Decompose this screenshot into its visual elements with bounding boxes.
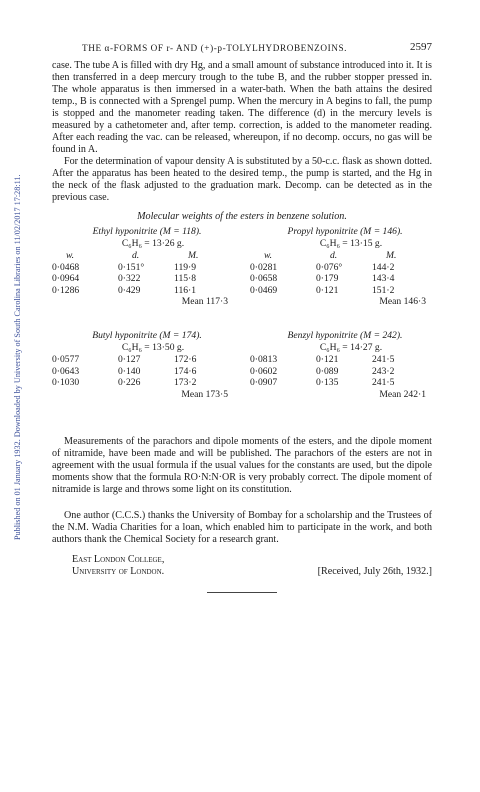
cell: 0·1286 xyxy=(52,284,80,296)
body-paragraph-2: For the determination of vapour density A is substituted by a 50-c.c. flask as shown dotted. After the apparatus has been heated to the desired temp., the pump is started, and the Hg in the neck of the flask adjusted to the graduation mark. Decomp. can be detected as in the previous case. xyxy=(52,156,432,203)
cell: 0·0469 xyxy=(250,284,278,296)
cell: 119·9 xyxy=(174,261,197,273)
header-d: d. xyxy=(330,250,338,261)
cell: 115·8 xyxy=(174,273,197,285)
table-solvent: C₆H₆ = 13·15 g. xyxy=(319,238,383,249)
table-title: Ethyl hyponitrite (M = 118). xyxy=(92,226,202,237)
cell: 0·0964 xyxy=(52,273,80,285)
table-mean: Mean 173·5 xyxy=(181,388,228,400)
cell: 116·1 xyxy=(174,284,197,296)
running-title: THE α-FORMS OF r- AND (+)-p-TOLYLHYDROBENZOINS. xyxy=(82,43,348,53)
page-number: 2597 xyxy=(410,41,432,53)
table-row xyxy=(52,377,242,389)
header-w: w. xyxy=(66,250,75,261)
affiliation-line-2: University of London. xyxy=(72,566,165,577)
cell: 0·121 xyxy=(316,354,339,365)
table-title: Butyl hyponitrite (M = 174). xyxy=(92,330,202,341)
table-header-row xyxy=(250,250,440,262)
cell: 0·0813 xyxy=(250,354,278,365)
table-row xyxy=(250,285,440,297)
body-paragraph-3: Measurements of the parachors and dipole moments of the esters, and the dipole moment of nitramide, have been made and will be published. The parachors of the esters are not in agreement with the usual formula if the usual values for the constants are used, but the dipole moments show that the formula RO·N:N·OR is very probably correct. The dipole moment of nitramide is large and throws some light on its constitution. xyxy=(52,436,432,495)
header-m: M. xyxy=(386,250,397,261)
end-rule xyxy=(207,592,277,593)
cell: 0·121 xyxy=(316,284,339,296)
table-propyl xyxy=(250,226,440,308)
table-row xyxy=(250,377,440,389)
paper-page xyxy=(52,42,432,593)
download-watermark-text: Published on 01 January 1932. Downloaded by University of South Carolina Libraries on 11/02/2017 17:28:11. xyxy=(13,174,22,540)
table-mean: Mean 117·3 xyxy=(181,296,228,308)
molecular-weight-tables xyxy=(52,226,432,436)
table-butyl xyxy=(52,330,242,401)
cell: 0·0658 xyxy=(250,273,278,285)
cell: 0·140 xyxy=(118,365,141,377)
cell: 0·151° xyxy=(118,261,145,273)
table-row xyxy=(52,262,242,274)
cell: 241·5 xyxy=(372,377,395,389)
table-row xyxy=(250,366,440,378)
table-row xyxy=(250,354,440,366)
cell: 144·2 xyxy=(372,261,395,273)
cell: 0·076° xyxy=(316,261,343,273)
header-m: M. xyxy=(188,250,199,261)
table-row xyxy=(52,273,242,285)
table-caption: Molecular weights of the esters in benzene solution. xyxy=(137,211,347,222)
affiliation xyxy=(52,554,432,580)
table-row xyxy=(52,366,242,378)
table-header-row xyxy=(52,250,242,262)
table-solvent: C₆H₆ = 14·27 g. xyxy=(319,342,383,353)
cell: 0·226 xyxy=(118,377,141,389)
acknowledgement: One author (C.C.S.) thanks the University of Bombay for a scholarship and the Trustees of the N.M. Wadia Charities for a loan, which enabled him to participate in the work, and both authors thank the Chemical Society for a research grant. xyxy=(52,510,432,545)
cell: 173·2 xyxy=(174,377,197,389)
table-solvent: C₆H₆ = 13·26 g. xyxy=(121,238,185,249)
table-title: Benzyl hyponitrite (M = 242). xyxy=(287,330,403,341)
cell: 0·0643 xyxy=(52,365,80,377)
cell: 151·2 xyxy=(372,284,395,296)
running-header xyxy=(52,42,432,60)
table-ethyl xyxy=(52,226,242,308)
table-row xyxy=(52,354,242,366)
cell: 143·4 xyxy=(372,273,395,285)
table-row xyxy=(250,273,440,285)
body-paragraph-1: case. The tube A is filled with dry Hg, and a small amount of substance introduced into it. It is then transferred in a deep mercury trough to the tube B, and the rubber stopper pressed in. The whole apparatus is then immersed in a water-bath. When the bath attains the desired temp., B is connected with a Sprengel pump. When the mercury in A begins to fall, the pump is stopped and the manometer reading taken. The difference (d) in the mercury levels is measured by a cathetometer and, after temp. correction, is added to the manometer reading. After each reading the vac. can be released, whereupon, if no decomp. occurs, no gas will be found in A. xyxy=(52,60,432,155)
cell: 172·6 xyxy=(174,354,197,365)
table-row xyxy=(52,285,242,297)
table-mean: Mean 242·1 xyxy=(379,388,426,400)
cell: 0·127 xyxy=(118,354,141,365)
cell: 0·089 xyxy=(316,365,339,377)
cell: 0·179 xyxy=(316,273,339,285)
header-w: w. xyxy=(264,250,273,261)
cell: 0·1030 xyxy=(52,377,80,389)
cell: 241·5 xyxy=(372,354,395,365)
cell: 0·0281 xyxy=(250,261,278,273)
cell: 0·0907 xyxy=(250,377,278,389)
download-watermark xyxy=(4,40,22,540)
affiliation-line-1: East London College, xyxy=(72,554,165,565)
cell: 0·0577 xyxy=(52,354,80,365)
cell: 243·2 xyxy=(372,365,395,377)
cell: 0·429 xyxy=(118,284,141,296)
cell: 0·135 xyxy=(316,377,339,389)
received-date: [Received, July 26th, 1932.] xyxy=(317,566,432,577)
table-title: Propyl hyponitrite (M = 146). xyxy=(287,226,403,237)
table-benzyl xyxy=(250,330,440,401)
header-d: d. xyxy=(132,250,140,261)
table-mean: Mean 146·3 xyxy=(379,296,426,308)
cell: 0·0602 xyxy=(250,365,278,377)
table-solvent: C₆H₆ = 13·50 g. xyxy=(121,342,185,353)
cell: 0·322 xyxy=(118,273,141,285)
table-row xyxy=(250,262,440,274)
cell: 174·6 xyxy=(174,365,197,377)
cell: 0·0468 xyxy=(52,261,80,273)
